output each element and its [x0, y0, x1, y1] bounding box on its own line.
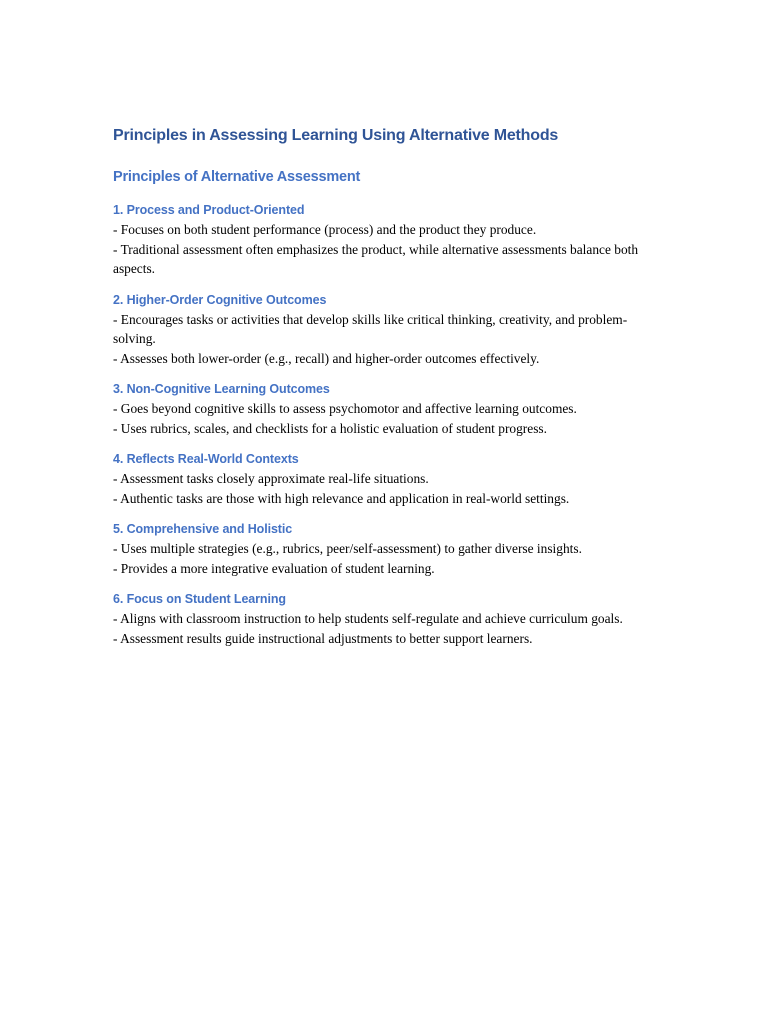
section-line: - Assessment results guide instructional adjustments to better support learners. — [113, 630, 533, 646]
section-line: - Assesses both lower-order (e.g., recall) and higher-order outcomes effectively. — [113, 350, 540, 366]
section-line: - Uses rubrics, scales, and checklists for a holistic evaluation of student progress. — [113, 420, 547, 436]
section-non-cognitive — [113, 380, 653, 438]
section-line: - Focuses on both student performance (process) and the product they produce. — [113, 222, 537, 237]
document-title: Principles in Assessing Learning Using Alternative Methods — [113, 127, 559, 144]
section-heading: 5. Comprehensive and Holistic — [113, 522, 293, 536]
section-real-world — [113, 450, 653, 508]
section-line: - Encourages tasks or activities that develop skills like critical thinking, creativity, and problem-solving. — [113, 311, 628, 346]
section-line: - Uses multiple strategies (e.g., rubrics, peer/self-assessment) to gather diverse insights. — [113, 541, 582, 556]
section-heading: 6. Focus on Student Learning — [113, 592, 286, 606]
section-line: - Provides a more integrative evaluation of student learning. — [113, 560, 435, 576]
section-student-learning — [113, 590, 653, 648]
section-line: - Goes beyond cognitive skills to assess psychomotor and affective learning outcomes. — [113, 401, 577, 416]
section-line: - Aligns with classroom instruction to help students self-regulate and achieve curriculum goals. — [113, 611, 623, 626]
section-process-product — [113, 201, 653, 279]
section-heading: 2. Higher-Order Cognitive Outcomes — [113, 292, 327, 307]
document-subtitle: Principles of Alternative Assessment — [113, 169, 361, 185]
section-comprehensive — [113, 520, 653, 578]
section-higher-order — [113, 291, 653, 369]
section-line: - Authentic tasks are those with high relevance and application in real-world settings. — [113, 490, 570, 506]
section-heading: 4. Reflects Real-World Contexts — [113, 452, 299, 466]
section-line: - Assessment tasks closely approximate real-life situations. — [113, 471, 429, 486]
section-heading: 3. Non-Cognitive Learning Outcomes — [113, 382, 330, 396]
section-heading: 1. Process and Product-Oriented — [113, 203, 305, 217]
document-page — [113, 124, 653, 660]
section-line: - Traditional assessment often emphasizes the product, while alternative assessments balance both aspects. — [113, 241, 639, 276]
